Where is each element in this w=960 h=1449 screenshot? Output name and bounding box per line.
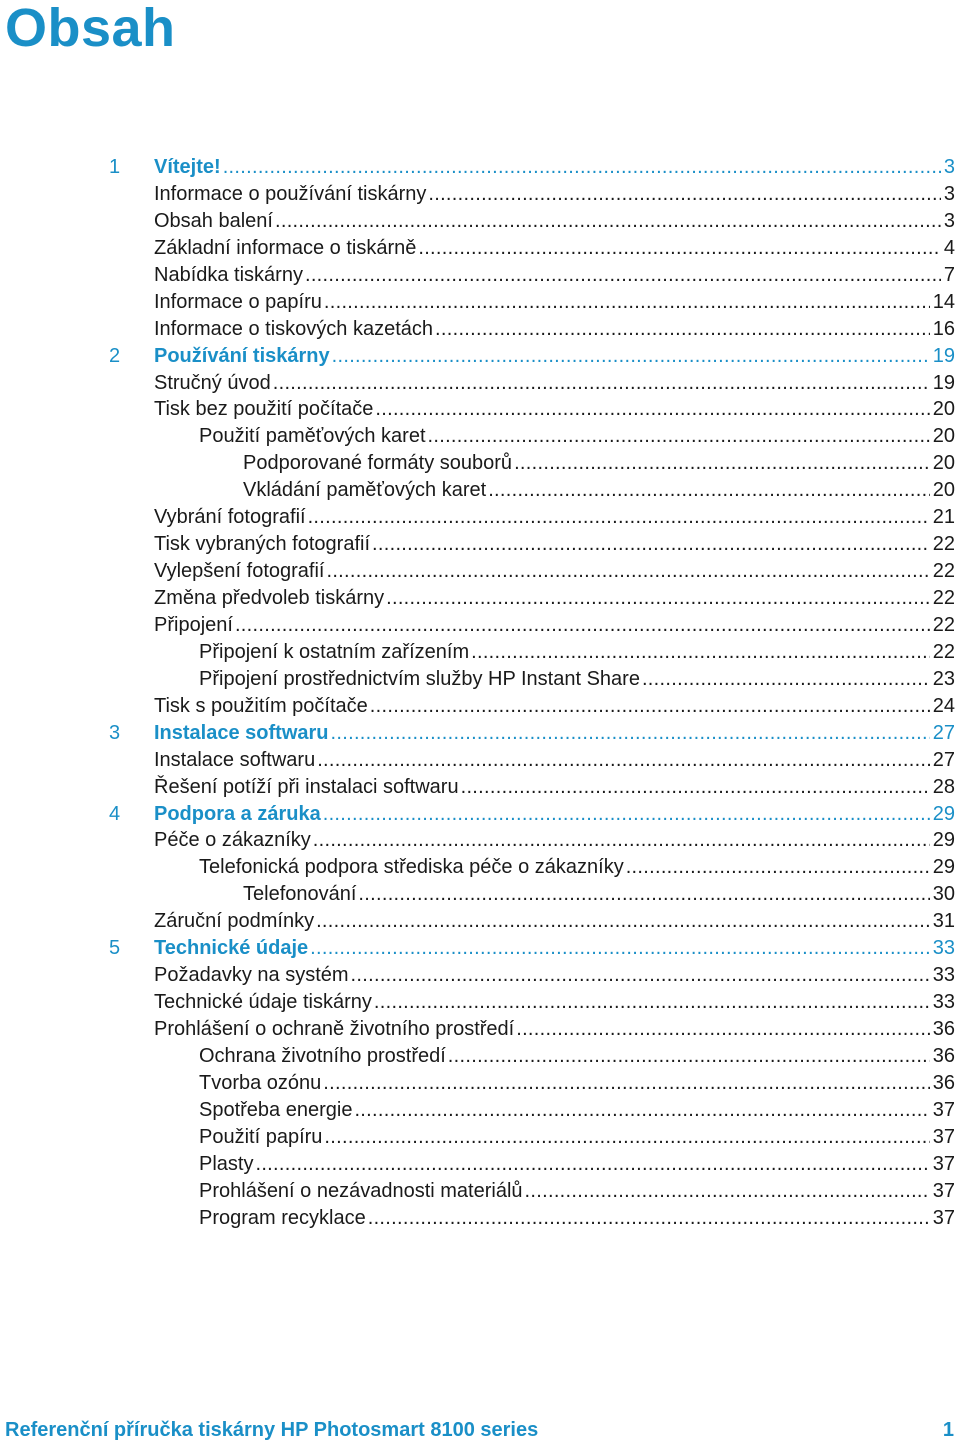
toc-entry-label: Připojení k ostatním zařízením (199, 640, 470, 663)
toc-entry-label: Péče o zákazníky (154, 829, 311, 852)
toc-dot-leader (326, 558, 929, 585)
toc-entry[interactable] (0, 747, 960, 774)
toc-page-number: 36 (932, 1018, 955, 1040)
toc-entry[interactable] (0, 1178, 960, 1205)
toc-entry-label: Instalace softwaru (154, 721, 329, 744)
toc-page-number: 31 (932, 910, 955, 933)
toc-chapter-number: 1 (109, 156, 121, 178)
toc-entry[interactable] (0, 316, 960, 343)
toc-entry-label: Připojení (154, 613, 233, 636)
toc-entry[interactable] (0, 666, 960, 693)
toc-entry[interactable] (0, 693, 960, 720)
toc-entry-label: Stručný úvod (154, 371, 271, 394)
toc-page-number: 36 (932, 1044, 955, 1067)
toc-page-number: 22 (932, 587, 955, 609)
toc-entry-label: Vítejte! (154, 156, 221, 178)
toc-page-number: 3 (943, 182, 955, 205)
toc-entry-label: Ochrana životního prostředí (199, 1044, 446, 1067)
toc-entry[interactable] (0, 585, 960, 612)
toc-dot-leader (324, 1124, 929, 1151)
toc-entry-label: Obsah balení (154, 209, 273, 232)
toc-dot-leader (370, 693, 930, 720)
toc-page-number: 37 (932, 1152, 955, 1175)
toc-page-number: 29 (932, 802, 955, 825)
toc-entry-label: Základní informace o tiskárně (154, 236, 417, 259)
toc-dot-leader (428, 181, 941, 208)
toc-dot-leader (331, 720, 930, 747)
toc-entry[interactable] (0, 1205, 960, 1232)
toc-page-number: 19 (932, 371, 955, 394)
toc-entry[interactable] (0, 639, 960, 666)
footer-page-number: 1 (942, 1418, 954, 1441)
toc-dot-leader (235, 612, 930, 639)
toc-dot-leader (461, 774, 930, 801)
toc-entry-label: Použití papíru (199, 1125, 323, 1148)
toc-dot-leader (516, 1016, 930, 1043)
toc-entry[interactable] (0, 908, 960, 935)
toc-entry-label: Technické údaje tiskárny (154, 991, 372, 1014)
toc-entry[interactable] (0, 262, 960, 289)
toc-dot-leader (308, 504, 930, 531)
toc-dot-leader (375, 396, 929, 423)
toc-page-number: 29 (932, 856, 955, 879)
toc-dot-leader (368, 1205, 930, 1232)
toc-page-number: 7 (943, 263, 955, 286)
toc-page-number: 14 (932, 290, 955, 313)
toc-entry[interactable] (0, 1097, 960, 1124)
toc-page-number: 4 (943, 236, 955, 259)
toc-entry-label: Tvorba ozónu (199, 1071, 322, 1094)
toc-entry-label: Řešení potíží při instalaci softwaru (154, 775, 459, 798)
toc-entry[interactable] (0, 477, 960, 504)
toc-page-number: 22 (932, 640, 955, 663)
toc-dot-leader (514, 450, 930, 477)
toc-page-number: 27 (932, 721, 955, 744)
toc-dot-leader (471, 639, 930, 666)
toc-entry[interactable] (0, 531, 960, 558)
toc-dot-leader (275, 208, 941, 235)
toc-dot-leader (435, 316, 930, 343)
toc-chapter-number: 2 (109, 344, 121, 367)
toc-entry[interactable] (0, 504, 960, 531)
toc-page-number: 36 (932, 1071, 955, 1094)
toc-entry-label: Telefonická podpora střediska péče o zákazníky (199, 856, 624, 879)
toc-dot-leader (310, 935, 930, 962)
toc-page-number: 20 (932, 452, 955, 475)
page-footer (5, 1416, 954, 1444)
toc-entry-label: Plasty (199, 1152, 254, 1175)
toc-dot-leader (626, 854, 930, 881)
toc-entry-label: Prohlášení o ochraně životního prostředí (154, 1018, 515, 1040)
toc-page-number: 30 (932, 883, 955, 906)
toc-entry-label: Vkládání paměťových karet (243, 479, 487, 502)
toc-entry-label: Informace o používání tiskárny (154, 182, 427, 205)
toc-page-number: 27 (932, 748, 955, 771)
toc-page-number: 20 (932, 398, 955, 421)
toc-dot-leader (305, 262, 941, 289)
toc-dot-leader (642, 666, 930, 693)
toc-dot-leader (324, 289, 930, 316)
toc-entry[interactable] (0, 208, 960, 235)
toc-entry-label: Podpora a záruka (154, 802, 321, 825)
toc-entry-label: Záruční podmínky (154, 910, 315, 933)
toc-entry-label: Nabídka tiskárny (154, 263, 303, 286)
toc-page-number: 24 (932, 694, 955, 717)
toc-dot-leader (223, 154, 941, 181)
toc-dot-leader (316, 908, 930, 935)
toc-entry-label: Použití paměťových karet (199, 425, 426, 448)
toc-dot-leader (374, 989, 930, 1016)
toc-entry[interactable] (0, 854, 960, 881)
toc-entry-label: Program recyklace (199, 1206, 366, 1229)
toc-page-number: 22 (932, 533, 955, 556)
toc-page-number: 16 (932, 317, 955, 340)
toc-page-number: 37 (932, 1179, 955, 1202)
toc-entry[interactable] (0, 989, 960, 1016)
toc-page-number: 37 (932, 1125, 955, 1148)
footer-document-title: Referenční příručka tiskárny HP Photosmart 8100 series (5, 1418, 539, 1441)
toc-chapter-entry[interactable] (0, 935, 960, 962)
toc-chapter-entry[interactable] (0, 801, 960, 828)
toc-dot-leader (323, 1070, 929, 1097)
toc-page-number: 33 (932, 937, 955, 960)
toc-entry[interactable] (0, 450, 960, 477)
toc-entry-label: Připojení prostřednictvím služby HP Instant Share (199, 667, 640, 690)
toc-dot-leader (255, 1151, 929, 1178)
toc-dot-leader (525, 1178, 930, 1205)
toc-entry[interactable] (0, 962, 960, 989)
toc-dot-leader (488, 477, 930, 504)
toc-dot-leader (332, 343, 930, 370)
toc-entry[interactable] (0, 1124, 960, 1151)
toc-entry[interactable] (0, 774, 960, 801)
toc-page-number: 3 (943, 156, 955, 178)
toc-page-number: 23 (932, 667, 955, 690)
toc-chapter-entry[interactable] (0, 154, 960, 181)
toc-entry-label: Tisk s použitím počítače (154, 694, 368, 717)
toc-dot-leader (323, 801, 930, 828)
toc-page-number: 29 (932, 829, 955, 852)
toc-page-number: 3 (943, 209, 955, 232)
toc-dot-leader (418, 235, 941, 262)
table-of-contents (0, 154, 960, 1232)
toc-page-number: 21 (932, 506, 955, 529)
toc-dot-leader (448, 1043, 930, 1070)
toc-dot-leader (273, 370, 930, 397)
toc-chapter-number: 3 (109, 721, 121, 744)
toc-entry-label: Podporované formáty souborů (243, 452, 513, 475)
toc-entry[interactable] (0, 827, 960, 854)
toc-page-number: 22 (932, 560, 955, 583)
toc-entry[interactable] (0, 370, 960, 397)
toc-entry-label: Tisk vybraných fotografií (154, 533, 371, 556)
toc-entry-label: Instalace softwaru (154, 748, 316, 771)
toc-page-number: 20 (932, 479, 955, 502)
page-title: Obsah (5, 0, 176, 58)
toc-entry[interactable] (0, 881, 960, 908)
toc-entry[interactable] (0, 1151, 960, 1178)
toc-entry[interactable] (0, 1043, 960, 1070)
toc-page-number: 20 (932, 425, 955, 448)
toc-page-number: 22 (932, 613, 955, 636)
toc-dot-leader (313, 827, 930, 854)
toc-entry-label: Informace o papíru (154, 290, 322, 313)
toc-entry[interactable] (0, 612, 960, 639)
toc-entry[interactable] (0, 396, 960, 423)
toc-dot-leader (428, 423, 930, 450)
toc-chapter-number: 4 (109, 802, 121, 825)
toc-page-number: 37 (932, 1098, 955, 1121)
toc-chapter-entry[interactable] (0, 720, 960, 747)
toc-entry-label: Změna předvoleb tiskárny (154, 587, 385, 609)
toc-chapter-number: 5 (109, 937, 121, 960)
toc-dot-leader (386, 585, 930, 612)
toc-dot-leader (372, 531, 930, 558)
toc-entry-label: Prohlášení o nezávadnosti materiálů (199, 1179, 523, 1202)
toc-page-number: 28 (932, 775, 955, 798)
toc-entry[interactable] (0, 181, 960, 208)
toc-dot-leader (317, 747, 930, 774)
toc-dot-leader (351, 962, 930, 989)
toc-page-number: 37 (932, 1206, 955, 1229)
toc-entry-label: Spotřeba energie (199, 1098, 353, 1121)
toc-entry-label: Požadavky na systém (154, 964, 349, 987)
toc-dot-leader (358, 881, 929, 908)
toc-chapter-entry[interactable] (0, 343, 960, 370)
toc-entry-label: Telefonování (243, 883, 357, 906)
toc-entry-label: Používání tiskárny (154, 344, 330, 367)
toc-page-number: 33 (932, 964, 955, 987)
toc-entry[interactable] (0, 1070, 960, 1097)
toc-entry[interactable] (0, 235, 960, 262)
toc-entry[interactable] (0, 423, 960, 450)
toc-page-number: 19 (932, 344, 955, 367)
toc-entry[interactable] (0, 289, 960, 316)
toc-dot-leader (354, 1097, 929, 1124)
toc-entry-label: Vybrání fotografií (154, 506, 306, 529)
toc-entry-label: Informace o tiskových kazetách (154, 317, 434, 340)
toc-entry-label: Technické údaje (154, 937, 309, 960)
toc-page-number: 33 (932, 991, 955, 1014)
toc-entry-label: Tisk bez použití počítače (154, 398, 374, 421)
toc-entry-label: Vylepšení fotografií (154, 560, 325, 583)
toc-entry[interactable] (0, 558, 960, 585)
toc-entry[interactable] (0, 1016, 960, 1043)
